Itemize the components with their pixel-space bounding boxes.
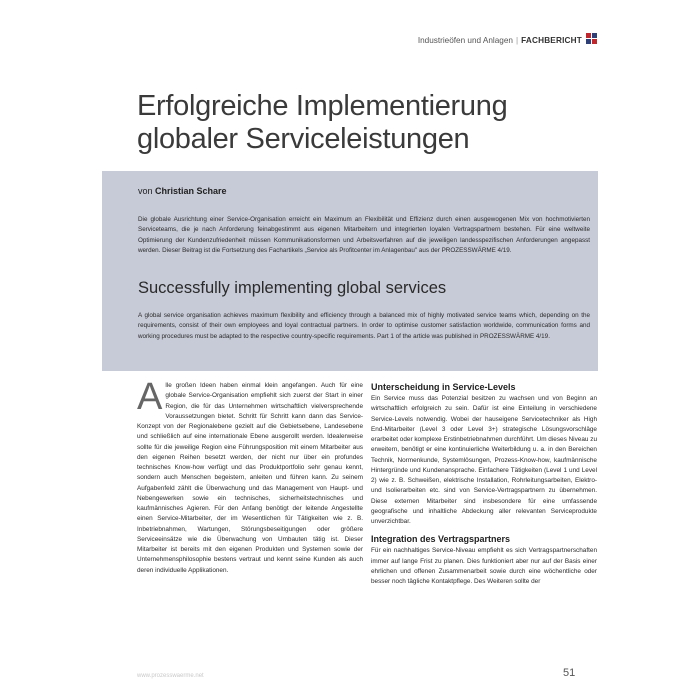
publisher-logo-icon: [586, 33, 600, 45]
drop-cap: A: [137, 376, 163, 418]
header-category: Industrieöfen und Anlagen: [417, 36, 513, 45]
header-separator: |: [515, 36, 519, 45]
english-title: Successfully implementing global services: [138, 279, 447, 297]
body-column-right: [371, 381, 597, 587]
service-levels-paragraph: Ein Service muss das Potenzial besitzen zu wachsen und von Beginn an wirtschaftlich erfolgreich zu sein. Dafür ist eine Einteilung in verschiedene Service-Levels notwendig. Wobei der hauseigene Servicetechniker als High End-Mitarbeiter (Level 3 oder Level 3+) strategische Lösungsvorschläge erarbeitet oder komplexe Erstinbetriebnahmen durchführt. Um dieses Niveau zu erweitern, benötigt er eine kontinuierliche Weiterbildung u. a. in den Bereichen Technik, Normenkunde, Systemlösungen, Prozess-Know-how, kaufmännische Hintergründe und Kundenansprache. Einfachere Tätigkeiten (Level 1 und Level 2) wie z. B. Schweißen, elektrische Installation, Rohrleitungsarbeiten, Elektro- und Isolierarbeiten etc. sind von Service-Vertragspartnern zu übernehmen. Diese externen Mitarbeiter sind insbesondere für eine umfassende geografische und inhaltliche Abdeckung aller relevanten Serviceprodukte unverzichtbar.: [371, 395, 597, 525]
body-column-left: [137, 376, 363, 576]
section-heading-contract-partner: Integration des Vertragspartners: [371, 534, 511, 545]
abstract-german: Die globale Ausrichtung einer Service-Organisation erreicht ein Maximum an Flexibilität und Effizienz durch einen ausgewogenen Mix von hochmotivierten Serviceteams, die je nach Anforderung feinabgestimmt aus eigenen Mitarbeitern und integrierten loyalen Vertragspartnern bestehen. Für eine weltweite Optimierung der Kundenzufriedenheit müssen Kommunikationsformen und Arbeitsverfahren auf die jeweiligen landesspezifischen Anforderungen angepasst werden. Dieser Beitrag ist die Fortsetzung des Fachartikels „Service als Profitcenter im Anlagenbau" aus der PROZESSWÄRME 4/19.: [138, 216, 590, 255]
title-line-2: globaler Serviceleistungen: [137, 123, 470, 155]
abstract-box: [102, 171, 598, 371]
author-name: Christian Schare: [155, 186, 227, 196]
logo-square-blue-1: [592, 33, 597, 38]
footer-url: www.prozesswaerme.net: [137, 673, 204, 679]
logo-square-red-2: [592, 39, 597, 44]
byline: [138, 186, 227, 196]
header-section: FACHBERICHT: [521, 36, 582, 45]
title-line-1: Erfolgreiche Implementierung: [137, 90, 508, 122]
abstract-english: A global service organisation achieves maximum flexibility and efficiency through a balanced mix of highly motivated service teams which, depending on the requirements, consist of their own employees and loyal contractual partners. In order to optimise customer satisfaction worldwide, communication forms and working procedures must be adapted to the respective country-specific requirements. Part 1 of the article was published in PROZESSWÄRME 4/19.: [138, 312, 590, 340]
section-heading-service-levels: Unterscheidung in Service-Levels: [371, 382, 516, 392]
contract-partner-paragraph: Für ein nachhaltiges Service-Niveau empfiehlt es sich Vertragspartnerschaften immer auf lange Frist zu planen. Dies funktioniert aber nur auf der Basis einer ehrlichen und offenen Zusammenarbeit sowie durch eine wöchentliche oder besser noch tägliche Kontaktpflege. Des Weiteren sollte der: [371, 547, 597, 585]
logo-square-red: [586, 33, 591, 38]
logo-square-blue-2: [586, 39, 591, 44]
article-title: [137, 90, 597, 156]
page-number: 51: [563, 667, 576, 679]
running-header: [418, 36, 582, 45]
intro-text: lle großen Ideen haben einmal klein angefangen. Auch für eine globale Service-Organisation empfiehlt sich zuerst der Start in einer Region, die für das Unternehmen wirtschaftlich vielversprechende Voraussetzungen bietet. Schritt für Schritt kann dann das Service-Konzept von der Regionalebene gezielt auf die Gebietsebene, Landesebene und schließlich auf eine internationale Ebene ausgerollt werden. Idealerweise sollte für die jeweilige Region eine Führungsposition mit einem Mitarbeiter aus den eigenen Reihen besetzt werden, der nicht nur über ein profundes technisches Know-how verfügt und das Produktportfolio sehr genau kennt, sondern auch Menschen begeistern, anleiten und führen kann. Zu seinem Aufgabenfeld zählt die Überwachung und das Management von Haupt- und Nebengewerken sowie ein technisches, sicherheitstechnisches und kaufmännisches Agieren. Für den Anfang benötigt der leitende Angestellte einen Service-Mitarbeiter, der im Wesentlichen für Tätigkeiten wie z. B. Inbetriebnahmen, Wartungen, Störungsbeseitigungen oder größere Serviceeinsätze wie die Überwachung von Umbauten tätig ist. Dieser Mitarbeiter ist bereits mit den eigenen Produkten und Systemen sowie der Unternehmensphilosophie bestens vertraut und kennt seine Kunden als auch deren individuelle Applikationen.: [137, 382, 363, 574]
intro-paragraph: [137, 376, 363, 576]
byline-prefix: von: [138, 186, 153, 196]
